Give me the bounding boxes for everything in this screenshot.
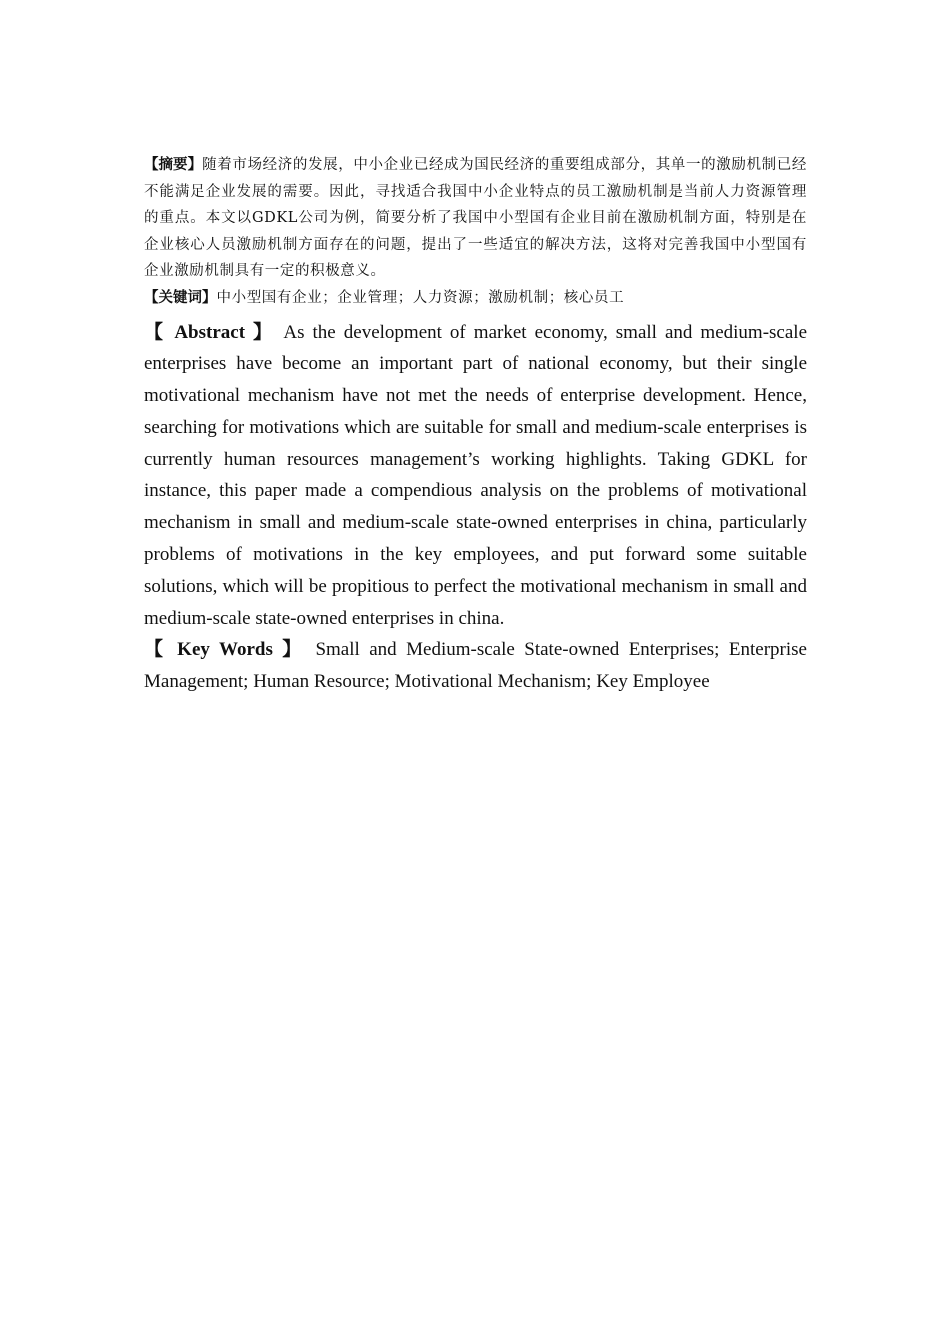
chinese-keywords <box>144 285 807 311</box>
english-abstract-label: 【 Abstract 】 <box>144 321 276 343</box>
chinese-abstract-label: 【摘要】 <box>144 157 203 173</box>
chinese-abstract <box>144 152 807 285</box>
chinese-abstract-text: 随着市场经济的发展，中小企业已经成为国民经济的重要组成部分，其单一的激励机制已经不能满足企业发展的需要。因此，寻找适合我国中小企业特点的员工激励机制是当前人力资源管理的重点。本文以GDKL公司为例，简要分析了我国中小型国有企业目前在激励机制方面，特别是在企业核心人员激励机制方面存在的问题，提出了一些适宜的解决方法，这将对完善我国中小型国有企业激励机制具有一定的积极意义。 <box>144 157 807 279</box>
english-keywords-text: Small and Medium-scale State-owned Enterprises; Enterprise Management; Human Resource; Motivational Mechanism; Key Employee <box>144 639 807 693</box>
english-keywords-label: 【 Key Words 】 <box>144 639 306 661</box>
english-abstract <box>144 317 807 635</box>
document-page <box>144 152 807 698</box>
english-keywords <box>144 634 807 698</box>
chinese-keywords-label: 【关键词】 <box>144 289 217 306</box>
chinese-keywords-text: 中小型国有企业；企业管理；人力资源；激励机制；核心员工 <box>216 289 625 306</box>
english-abstract-text: As the development of market economy, small and medium-scale enterprises have become an important part of national economy, but their single motivational mechanism have not met the needs of enterprise development. Hence, searching for motivations which are suitable for small and medium-scale enterprises is currently human resources management’s working highlights. Taking GDKL for instance, this paper made a compendious analysis on the problems of motivational mechanism in small and medium-scale state-owned enterprises in china, particularly problems of motivations in the key employees, and put forward some suitable solutions, which will be propitious to perfect the motivational mechanism in small and medium-scale state-owned enterprises in china. <box>144 321 808 629</box>
